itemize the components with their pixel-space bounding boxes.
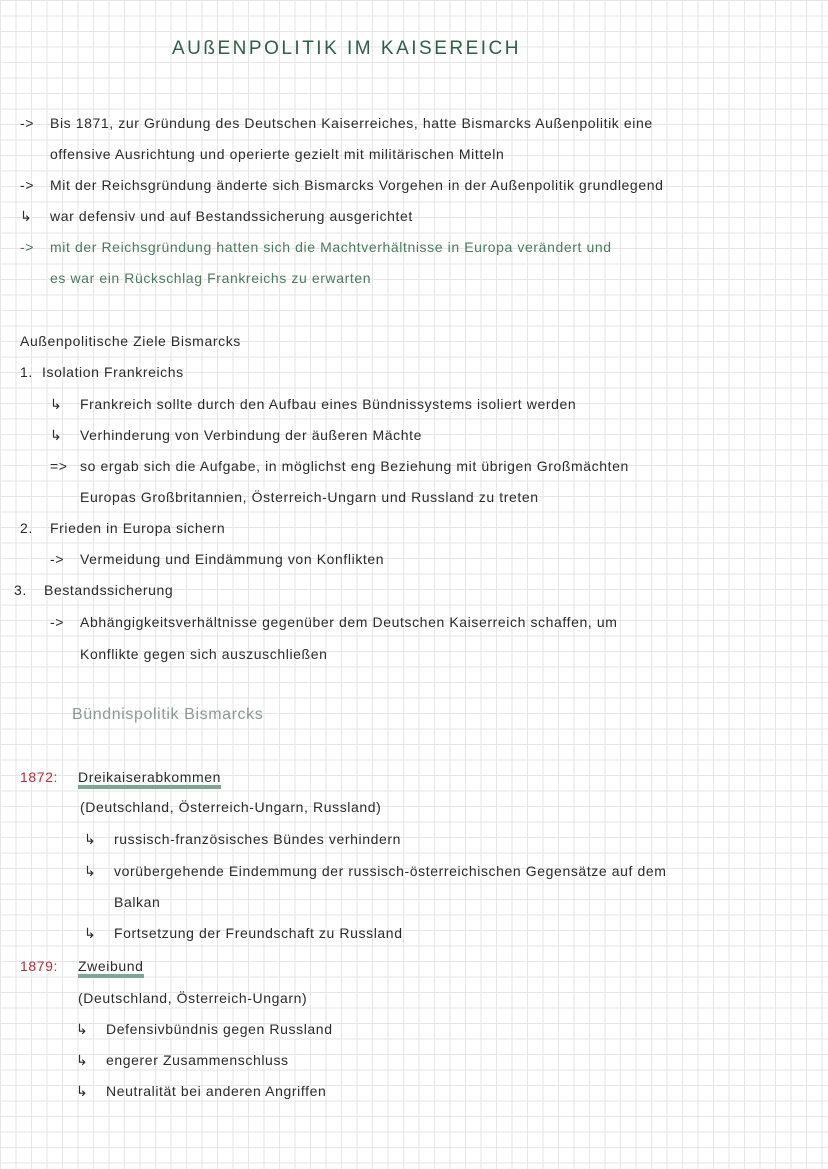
alliance-1872 [20,768,221,786]
intro-line: es war ein Rückschlag Frankreichs zu erwarten [50,270,372,286]
goal-line: 3. Bestandssicherung [14,582,174,598]
intro-line: offensive Ausrichtung und operierte gezielt mit militärischen Mitteln [50,146,505,162]
alliance-name: Zweibund [78,958,144,978]
alliance-point: ↳ engerer Zusammenschluss [76,1052,289,1068]
intro-line: -> mit der Reichsgründung hatten sich die Machtverhältnisse in Europa verändert und [20,239,612,255]
goal-line: ↳ Verhinderung von Verbindung der äußeren Mächte [50,427,423,443]
alliance-members: (Deutschland, Österreich-Ungarn) [78,990,308,1006]
alliance-point: ↳ vorübergehende Eindemmung der russisch-österreichischen Gegensätze auf dem [84,863,667,879]
alliance-1879 [20,957,144,975]
alliance-point: ↳ Defensivbündnis gegen Russland [76,1021,333,1037]
alliance-point: Balkan [114,894,161,910]
alliance-year: 1872: [20,769,59,785]
alliance-point: ↳ Neutralität bei anderen Angriffen [76,1083,327,1099]
intro-line: ↳ war defensiv und auf Bestandssicherung ausgerichtet [20,208,413,224]
goal-line: -> Vermeidung und Eindämmung von Konflikten [50,551,385,567]
goal-line: => so ergab sich die Aufgabe, in möglichst eng Beziehung mit übrigen Großmächten [50,458,629,474]
alliance-point: ↳ Fortsetzung der Freundschaft zu Russland [84,925,403,941]
goal-line: Europas Großbritannien, Österreich-Ungarn und Russland zu treten [80,489,539,505]
goal-line: ↳ Frankreich sollte durch den Aufbau eines Bündnissystems isoliert werden [50,396,577,412]
goal-line: 2. Frieden in Europa sichern [20,520,226,536]
goals-heading: Außenpolitische Ziele Bismarcks [20,333,241,349]
goal-line: Konflikte gegen sich auszuschließen [80,646,328,662]
alliance-name: Dreikaiserabkommen [78,769,221,789]
alliance-members: (Deutschland, Österreich-Ungarn, Russland) [80,799,382,815]
goal-line: -> Abhängigkeitsverhältnisse gegenüber dem Deutschen Kaiserreich schaffen, um [50,614,618,630]
page-title: AUßENPOLITIK IM KAISEREICH [172,38,521,59]
intro-line: -> Bis 1871, zur Gründung des Deutschen Kaiserreiches, hatte Bismarcks Außenpolitik eine [20,115,653,131]
alliance-point: ↳ russisch-französisches Bündes verhindern [84,831,402,847]
goal-line: 1. Isolation Frankreichs [20,364,184,380]
intro-line: -> Mit der Reichsgründung änderte sich Bismarcks Vorgehen in der Außenpolitik grundlegend [20,177,664,193]
alliance-year: 1879: [20,958,59,974]
alliances-heading: Bündnispolitik Bismarcks [72,706,264,723]
